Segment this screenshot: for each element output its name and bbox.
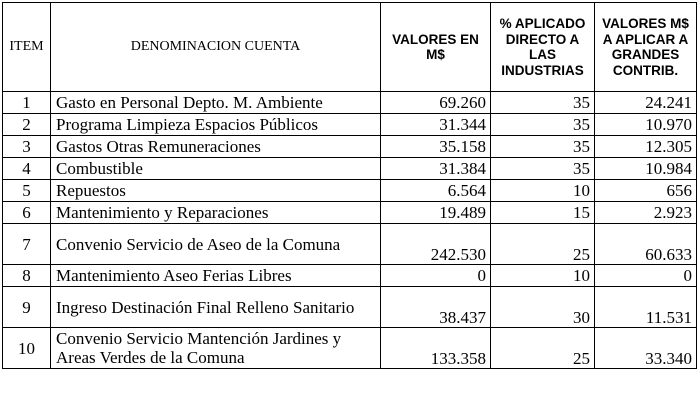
row-cuenta: Gasto en Personal Depto. M. Ambiente <box>51 92 381 114</box>
table-row <box>3 158 697 180</box>
row-item: 5 <box>3 180 51 202</box>
header-item: ITEM <box>3 3 51 92</box>
row-porcentaje: 35 <box>491 136 595 158</box>
table-header <box>3 3 697 92</box>
row-cuenta: Mantenimiento y Reparaciones <box>51 202 381 224</box>
row-valor: 38.437 <box>381 287 491 328</box>
row-valor: 31.344 <box>381 114 491 136</box>
row-cuenta: Repuestos <box>51 180 381 202</box>
row-valor: 35.158 <box>381 136 491 158</box>
row-item: 8 <box>3 265 51 287</box>
row-item: 7 <box>3 224 51 265</box>
table-row <box>3 224 697 265</box>
row-porcentaje: 10 <box>491 265 595 287</box>
row-aplicar: 2.923 <box>595 202 697 224</box>
row-cuenta: Convenio Servicio de Aseo de la Comuna <box>51 224 381 265</box>
row-cuenta: Ingreso Destinación Final Relleno Sanitario <box>51 287 381 328</box>
row-valor: 31.384 <box>381 158 491 180</box>
row-porcentaje: 25 <box>491 224 595 265</box>
row-cuenta: Convenio Servicio Mantención Jardines y Areas Verdes de la Comuna <box>51 328 381 369</box>
cost-allocation-table <box>2 2 697 369</box>
row-porcentaje: 35 <box>491 158 595 180</box>
row-valor: 0 <box>381 265 491 287</box>
row-cuenta: Gastos Otras Remuneraciones <box>51 136 381 158</box>
row-cuenta: Combustible <box>51 158 381 180</box>
row-item: 4 <box>3 158 51 180</box>
row-valor: 242.530 <box>381 224 491 265</box>
row-item: 9 <box>3 287 51 328</box>
row-item: 6 <box>3 202 51 224</box>
row-valor: 69.260 <box>381 92 491 114</box>
row-aplicar: 24.241 <box>595 92 697 114</box>
row-item: 3 <box>3 136 51 158</box>
row-porcentaje: 10 <box>491 180 595 202</box>
table-row <box>3 114 697 136</box>
header-valores-aplicar: VALORES M$ A APLICAR A GRANDES CONTRIB. <box>595 3 697 92</box>
row-porcentaje: 35 <box>491 92 595 114</box>
row-valor: 133.358 <box>381 328 491 369</box>
row-aplicar: 33.340 <box>595 328 697 369</box>
row-aplicar: 656 <box>595 180 697 202</box>
table-row <box>3 136 697 158</box>
row-cuenta: Mantenimiento Aseo Ferias Libres <box>51 265 381 287</box>
header-porcentaje: % APLICADO DIRECTO A LAS INDUSTRIAS <box>491 3 595 92</box>
row-aplicar: 12.305 <box>595 136 697 158</box>
row-cuenta: Programa Limpieza Espacios Públicos <box>51 114 381 136</box>
row-aplicar: 60.633 <box>595 224 697 265</box>
row-aplicar: 10.970 <box>595 114 697 136</box>
row-item: 2 <box>3 114 51 136</box>
header-valores: VALORES EN M$ <box>381 3 491 92</box>
row-aplicar: 11.531 <box>595 287 697 328</box>
row-item: 10 <box>3 328 51 369</box>
row-valor: 19.489 <box>381 202 491 224</box>
row-aplicar: 10.984 <box>595 158 697 180</box>
table-row <box>3 180 697 202</box>
table-row <box>3 265 697 287</box>
table-body <box>3 92 697 369</box>
table-row <box>3 328 697 369</box>
header-row <box>3 3 697 92</box>
row-item: 1 <box>3 92 51 114</box>
header-denominacion: DENOMINACION CUENTA <box>51 3 381 92</box>
row-porcentaje: 30 <box>491 287 595 328</box>
row-valor: 6.564 <box>381 180 491 202</box>
row-porcentaje: 25 <box>491 328 595 369</box>
row-aplicar: 0 <box>595 265 697 287</box>
table-row <box>3 202 697 224</box>
row-porcentaje: 35 <box>491 114 595 136</box>
table-row <box>3 287 697 328</box>
table-row <box>3 92 697 114</box>
row-porcentaje: 15 <box>491 202 595 224</box>
